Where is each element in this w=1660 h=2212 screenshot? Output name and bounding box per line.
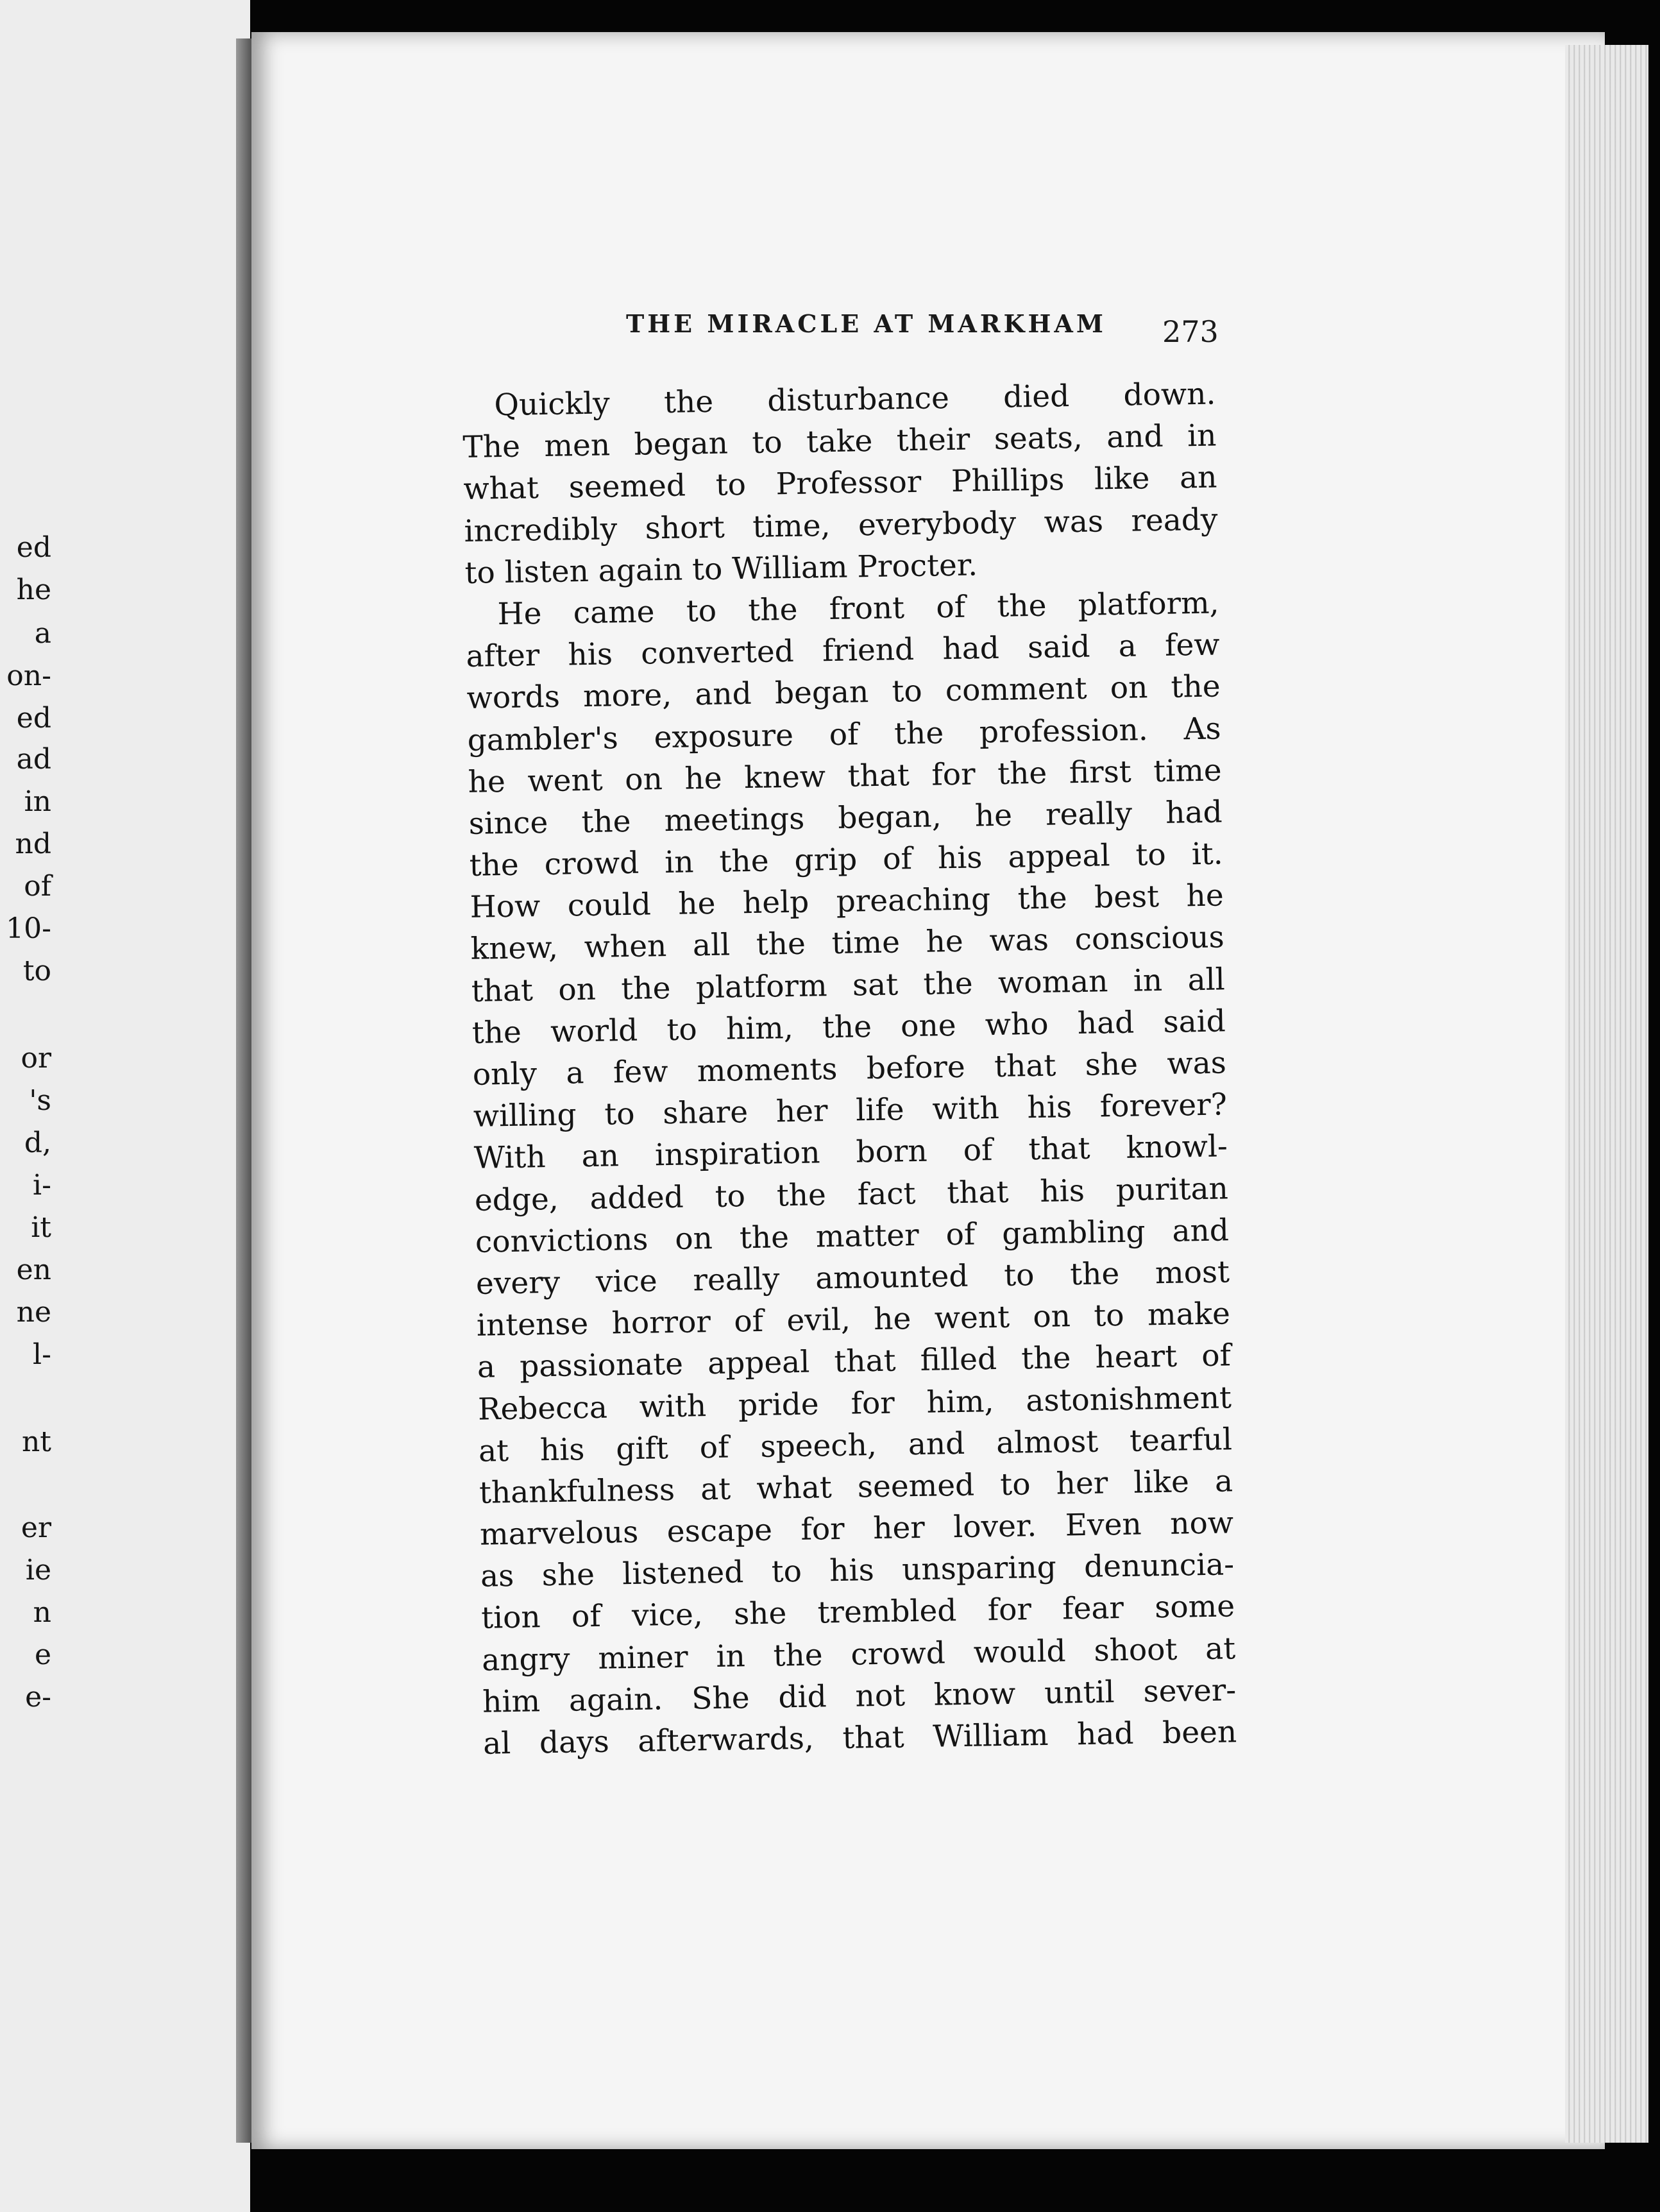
text-line: al days afterwards, that William had been (482, 1714, 1237, 1762)
body-text (462, 373, 1237, 1765)
left-page-fragment: l- (33, 1338, 51, 1371)
text-line: at his gift of speech, and almost tearful (478, 1422, 1233, 1469)
text-line: incredibly short time, everybody was ready (464, 502, 1218, 549)
left-page-fragment: n (33, 1596, 51, 1629)
page-number: 273 (1162, 314, 1219, 349)
text-line: to listen again to William Procter. (464, 547, 978, 591)
text-line: How could he help preaching the best he (470, 878, 1224, 926)
text-line: knew, when all the time he was conscious (470, 919, 1225, 967)
left-page-fragment: e (34, 1638, 51, 1671)
text-line: as she listened to his unsparing denuncia- (480, 1547, 1235, 1595)
text-line: what seemed to Professor Phillips like an (463, 459, 1217, 507)
text-line: edge, added to the fact that his puritan (474, 1170, 1229, 1218)
left-page-fragment: en (16, 1254, 51, 1286)
text-line: With an inspiration born of that knowl- (473, 1128, 1228, 1177)
text-line: only a few moments before that she was (472, 1045, 1227, 1093)
left-page-fragment: it (31, 1211, 51, 1244)
left-page-fragment: ne (16, 1296, 51, 1329)
text-line: gambler's exposure of the profession. As (467, 710, 1221, 758)
left-page-fragment: e- (25, 1681, 51, 1714)
left-page-fragment: in (24, 785, 51, 818)
text-line: Rebecca with pride for him, astonishment (477, 1379, 1232, 1427)
left-page-fragment: nt (21, 1425, 51, 1458)
left-page-fragment: ed (16, 531, 51, 564)
text-line: convictions on the matter of gambling and (475, 1212, 1230, 1260)
left-page-fragment: i- (33, 1169, 51, 1202)
text-line: since the meetings began, he really had (468, 794, 1223, 842)
previous-page-text-fragments (0, 0, 51, 2212)
text-line: The men began to take their seats, and in (462, 418, 1217, 466)
text-line: tion of vice, she trembled for fear some (480, 1588, 1235, 1637)
text-line: that on the platform sat the woman in all (471, 962, 1226, 1009)
left-page-fragment: d, (24, 1127, 51, 1159)
left-page-fragment: he (16, 574, 51, 606)
left-page-fragment: of (24, 870, 51, 903)
text-line: he went on he knew that for the first time (468, 753, 1223, 800)
left-page-fragment: to (22, 955, 51, 987)
left-page-fragment: on- (6, 659, 51, 692)
left-page-fragment: er (21, 1511, 51, 1544)
text-line: the crowd in the grip of his appeal to it. (469, 836, 1224, 883)
text-line: angry miner in the crowd would shoot at (481, 1630, 1236, 1678)
text-line: a passionate appeal that filled the heart of (477, 1338, 1232, 1386)
left-page-fragment: 10- (6, 912, 51, 945)
text-line: after his converted friend had said a few (466, 627, 1220, 675)
left-page-fragment: nd (15, 828, 51, 860)
left-page-fragment: ad (16, 743, 51, 776)
text-line: words more, and began to comment on the (466, 668, 1221, 717)
text-line: He came to the front of the platform, (497, 585, 1219, 633)
text-line: Quickly the disturbance died down. (494, 376, 1216, 423)
text-line: him again. She did not know until sever- (482, 1672, 1237, 1720)
text-line: the world to him, the one who had said (471, 1003, 1226, 1051)
text-line: every vice really amounted to the most (475, 1254, 1230, 1302)
text-line: willing to share her life with his forever? (473, 1087, 1228, 1135)
bottom-shadow (251, 2149, 1650, 2212)
left-page-fragment: a (34, 617, 51, 650)
text-line: thankfulness at what seemed to her like a (479, 1463, 1233, 1511)
left-page-fragment: ed (16, 702, 51, 735)
left-page-fragment: 's (29, 1084, 51, 1117)
running-head: THE MIRACLE AT MARKHAM (626, 309, 1106, 338)
left-page-fragment: or (21, 1042, 51, 1075)
left-page-fragment: ie (25, 1554, 51, 1587)
text-line: intense horror of evil, he went on to make (476, 1296, 1231, 1343)
page-edges (1565, 45, 1648, 2143)
text-line: marvelous escape for her lover. Even now (479, 1505, 1234, 1553)
